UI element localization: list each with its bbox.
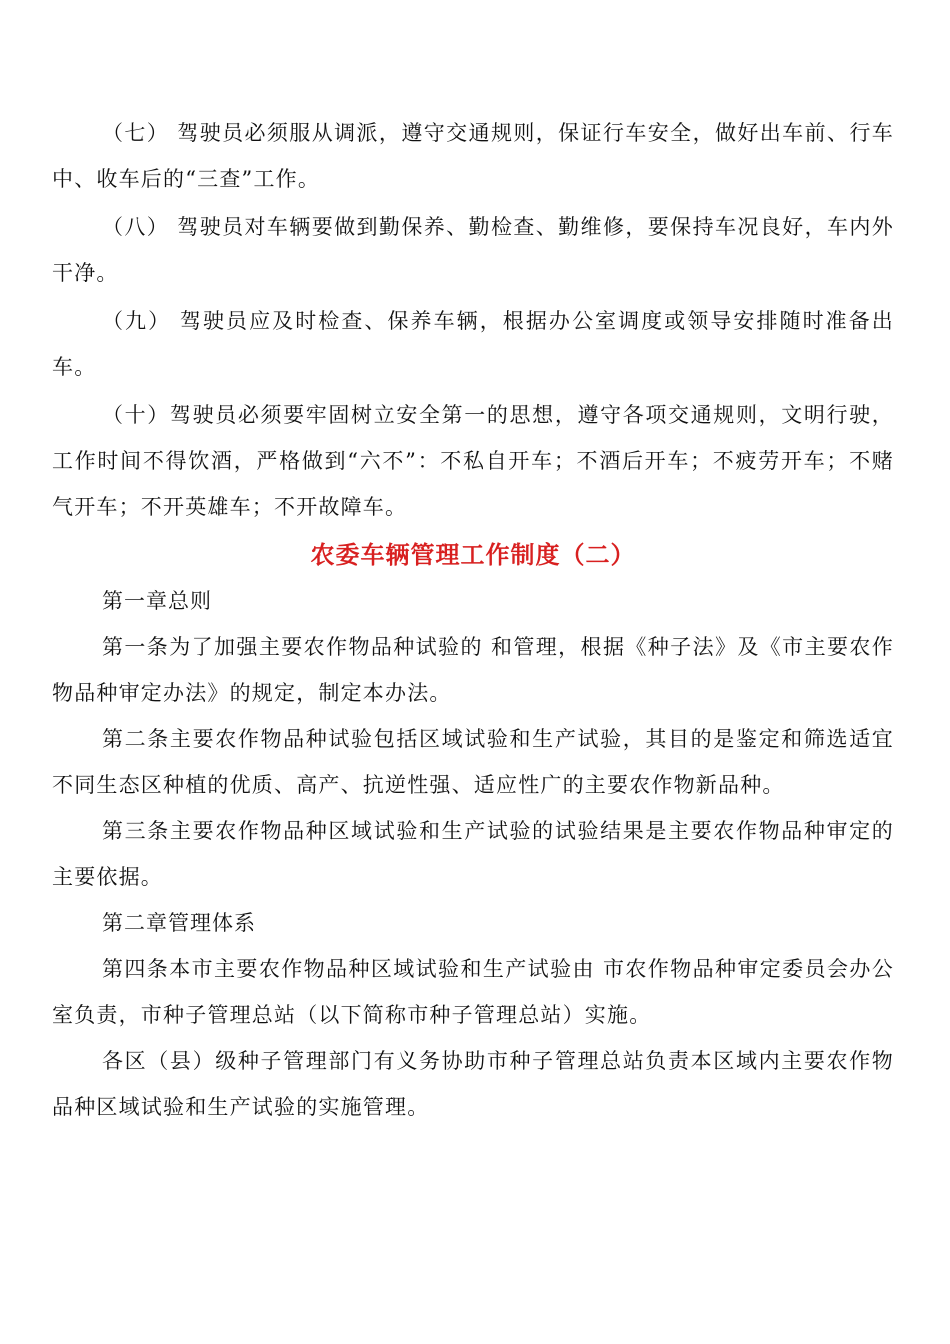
document-title: 农委车辆管理工作制度（二） [310,540,636,569]
article-4-supplement: 各区（县）级种子管理部门有义务协助市种子管理总站负责本区域内主要农作物品种区域试验和生产试验的实施管理。 [52,1049,894,1119]
chapter-heading-1: 第一章总则 [102,589,212,613]
article-3: 第三条主要农作物品种区域试验和生产试验的试验结果是主要农作物品种审定的主要依据。 [52,819,894,889]
chapter-heading-2: 第二章管理体系 [102,911,256,935]
rule-item-8: （八） 驾驶员对车辆要做到勤保养、勤检查、勤维修，要保持车况良好，车内外干净。 [52,215,894,285]
article-4: 第四条本市主要农作物品种区域试验和生产试验由 市农作物品种审定委员会办公室负责，市种子管理总站（以下简称市种子管理总站）实施。 [52,957,894,1027]
rule-item-9: （九） 驾驶员应及时检查、保养车辆，根据办公室调度或领导安排随时准备出车。 [52,309,894,379]
document-body [52,110,894,1130]
rule-item-10: （十）驾驶员必须要牢固树立安全第一的思想，遵守各项交通规则，文明行驶，工作时间不得饮酒，严格做到“六不”：不私自开车；不酒后开车；不疲劳开车；不赌气开车；不开英雄车；不开故障车。 [52,403,894,519]
article-1: 第一条为了加强主要农作物品种试验的 和管理，根据《种子法》及《市主要农作物品种审定办法》的规定，制定本办法。 [52,635,894,705]
article-2: 第二条主要农作物品种试验包括区域试验和生产试验，其目的是鉴定和筛选适宜不同生态区种植的优质、高产、抗逆性强、适应性广的主要农作物新品种。 [52,727,894,797]
regulation-section [52,578,894,1130]
rule-item-7: （七） 驾驶员必须服从调派，遵守交通规则，保证行车安全，做好出车前、行车中、收车后的“三查”工作。 [52,121,894,191]
